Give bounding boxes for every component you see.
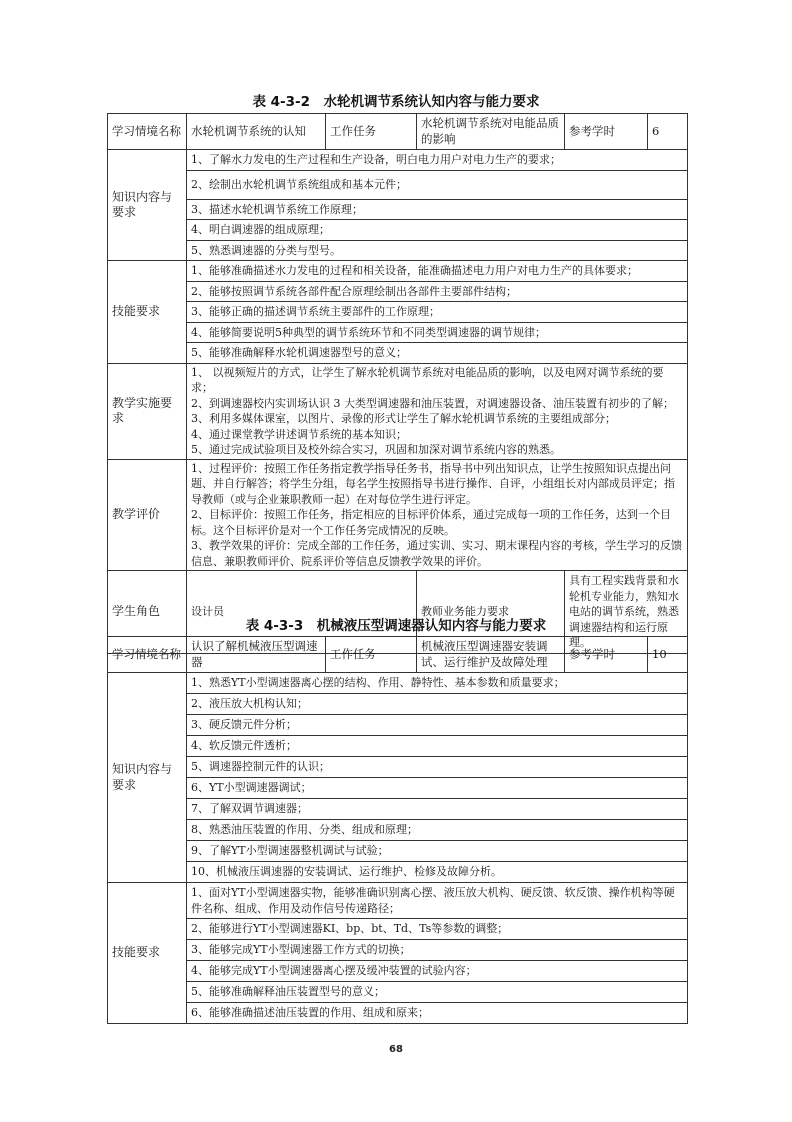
table2-title: 表 4-3-3 机械液压型调速器认知内容与能力要求 bbox=[245, 618, 547, 634]
list-item: 3、能够正确的描述调节系统主要部件的工作原理； bbox=[187, 302, 688, 323]
list-item: 3、硬反馈元件分析； bbox=[187, 715, 688, 736]
list-item: 2、到调速器校内实训场认识 3 大类型调速器和油压装置，对调速器设备、油压装置有初步的了解； bbox=[191, 396, 674, 410]
list-item: 3、利用多媒体课室，以图片、录像的形式让学生了解水轮机调节系统的主要组成部分； bbox=[191, 412, 616, 425]
t1-hours-value: 6 bbox=[648, 114, 688, 150]
list-item: 5、能够准确解释水轮机调速器型号的意义； bbox=[187, 343, 688, 364]
list-item: 6、YT小型调速器调试； bbox=[187, 778, 688, 799]
t1-teacher-req-value: 具有工程实践背景和水轮机专业能力，熟知水电站的调节系统，熟悉调速器结构和运行原理。 bbox=[565, 571, 688, 654]
t2-task-label: 工作任务 bbox=[326, 637, 417, 673]
t2-hours-value: 10 bbox=[648, 637, 688, 673]
t1-task-value: 水轮机调节系统对电能品质的影响 bbox=[417, 114, 565, 150]
t1-student-role-label: 学生角色 bbox=[108, 571, 187, 654]
list-item: 5、调速器控制元件的认识； bbox=[187, 757, 688, 778]
list-item: 4、能够简要说明5种典型的调节系统环节和不同类型调速器的调节规律； bbox=[187, 322, 688, 343]
list-item: 3、能够完成YT小型调速器工作方式的切换； bbox=[187, 940, 688, 961]
t2-situation-label: 学习情境名称 bbox=[108, 637, 187, 673]
list-item: 1、 以视频短片的方式，让学生了解水轮机调节系统对电能品质的影响，以及电网对调节系统的要求； bbox=[191, 365, 664, 394]
list-item: 2、绘制出水轮机调节系统组成和基本元件； bbox=[187, 170, 688, 199]
t1-teacher-req-label: 教师业务能力要求 bbox=[417, 571, 565, 654]
list-item: 5、通过完成试验项目及校外综合实习，巩固和加深对调节系统内容的熟悉。 bbox=[191, 443, 561, 456]
list-item: 3、描述水轮机调节系统工作原理； bbox=[187, 199, 688, 220]
t1-teaching-content bbox=[187, 363, 688, 459]
t1-teaching-label: 教学实施要求 bbox=[108, 363, 187, 459]
list-item: 2、目标评价：按照工作任务，指定相应的目标评价体系，通过完成每一项的工作任务，达到一个目标。这个目标评价是对一个工作任务完成情况的反映。 bbox=[191, 508, 671, 537]
t2-task-value: 机械液压型调速器安装调试、运行维护及故障处理 bbox=[417, 637, 565, 673]
t1-student-role-value: 设计员 bbox=[187, 571, 417, 654]
t2-hours-label: 参考学时 bbox=[565, 637, 648, 673]
list-item: 1、过程评价：按照工作任务指定教学指导任务书，指导书中列出知识点，让学生按照知识点提出问题、并自行解答；将学生分组，每名学生按照指导书进行操作、自评，小组组长对内部成员评定；指导教师（或与企业兼职教师一起）在对每位学生进行评定。 bbox=[191, 461, 675, 506]
list-item: 1、了解水力发电的生产过程和生产设备，明白电力用户对电力生产的要求； bbox=[187, 150, 688, 171]
list-item: 1、熟悉YT小型调速器离心摆的结构、作用、静特性、基本参数和质量要求； bbox=[187, 673, 688, 694]
t2-situation-value: 认识了解机械液压型调速器 bbox=[187, 637, 326, 673]
table1 bbox=[107, 113, 688, 654]
list-item: 10、机械液压调速器的安装调试、运行维护、检修及故障分析。 bbox=[187, 862, 688, 883]
list-item: 6、能够准确描述油压装置的作用、组成和原来； bbox=[187, 1003, 688, 1024]
list-item: 1、能够准确描述水力发电的过程和相关设备，能准确描述电力用户对电力生产的具体要求； bbox=[187, 261, 688, 282]
t2-skills-label: 技能要求 bbox=[108, 883, 187, 1024]
table1-title: 表 4-3-2 水轮机调节系统认知内容与能力要求 bbox=[252, 94, 540, 110]
list-item: 3、教学效果的评价：完成全部的工作任务，通过实训、实习、期末课程内容的考核，学生学习的反馈信息、兼职教师评价、院系评价等信息反馈教学效果的评价。 bbox=[191, 539, 682, 568]
list-item: 5、能够准确解释油压装置型号的意义； bbox=[187, 982, 688, 1003]
t1-task-label: 工作任务 bbox=[326, 114, 417, 150]
list-item: 4、软反馈元件透析； bbox=[187, 736, 688, 757]
list-item: 2、能够进行YT小型调速器KI、bp、bt、Td、Ts等参数的调整； bbox=[187, 919, 688, 940]
list-item: 4、通过课堂教学讲述调节系统的基本知识； bbox=[191, 427, 407, 441]
t1-knowledge-label: 知识内容与要求 bbox=[108, 150, 187, 261]
t1-evaluation-content bbox=[187, 459, 688, 571]
list-item: 4、能够完成YT小型调速器离心摆及缓冲装置的试验内容； bbox=[187, 961, 688, 982]
t1-situation-value: 水轮机调节系统的认知 bbox=[187, 114, 326, 150]
list-item: 1、面对YT小型调速器实物，能够准确识别离心摆、液压放大机构、硬反馈、软反馈、操作机构等硬件名称、组成、作用及动作信号传递路径； bbox=[187, 883, 688, 919]
list-item: 8、熟悉油压装置的作用、分类、组成和原理； bbox=[187, 820, 688, 841]
t1-evaluation-label: 教学评价 bbox=[108, 459, 187, 571]
list-item: 2、能够按照调节系统各部件配合原理绘制出各部件主要部件结构； bbox=[187, 281, 688, 302]
page-number: 68 bbox=[389, 1044, 403, 1055]
table2 bbox=[107, 636, 688, 1024]
list-item: 7、了解双调节调速器； bbox=[187, 799, 688, 820]
list-item: 9、了解YT小型调速器整机调试与试验； bbox=[187, 841, 688, 862]
t1-hours-label: 参考学时 bbox=[565, 114, 648, 150]
t1-situation-label: 学习情境名称 bbox=[108, 114, 187, 150]
list-item: 4、明白调速器的组成原理； bbox=[187, 220, 688, 241]
t2-knowledge-label: 知识内容与要求 bbox=[108, 673, 187, 883]
list-item: 2、液压放大机构认知； bbox=[187, 694, 688, 715]
t1-skills-label: 技能要求 bbox=[108, 261, 187, 364]
list-item: 5、熟悉调速器的分类与型号。 bbox=[187, 240, 688, 261]
